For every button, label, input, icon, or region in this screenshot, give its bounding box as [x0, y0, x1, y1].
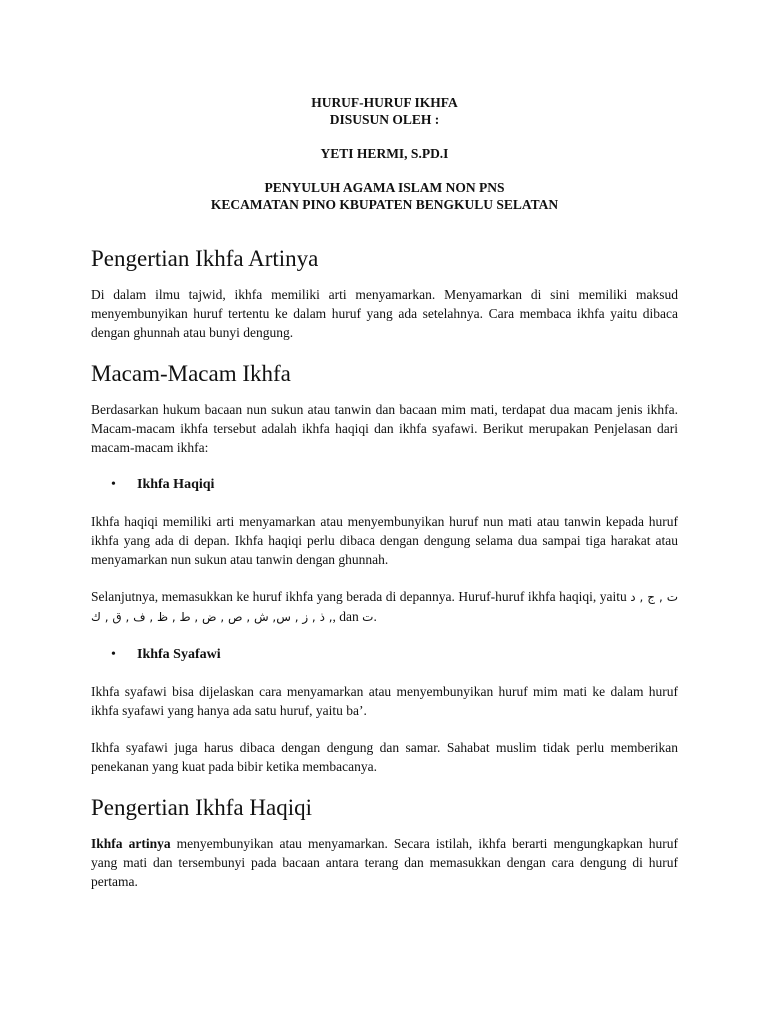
list-item-ikhfa-haqiqi: [91, 475, 678, 494]
haqiqi-letters-prefix: yaitu: [599, 589, 627, 604]
section-heading-pengertian-ikhfa-artinya: Pengertian Ikhfa Artinya: [91, 246, 319, 271]
paragraph-syafawi-reading: Ikhfa syafawi juga harus dibaca dengan dengung dan samar. Sahabat muslim tidak perlu memberikan penekanan yang kuat pada bibir ketika membacanya.: [91, 740, 678, 774]
section-heading-pengertian-ikhfa-haqiqi: Pengertian Ikhfa Haqiqi: [91, 795, 312, 820]
bullet-label: Ikhfa Syafawi: [137, 647, 221, 662]
paragraph-pengertian-ikhfa: Di dalam ilmu tajwid, ikhfa memiliki arti menyamarkan. Menyamarkan di sini memiliki maksud menyembunyikan huruf tertentu ke dalam huruf yang ada setelahnya. Cara membaca ikhfa yaitu dibaca dengan ghunnah atau bunyi dengung.: [91, 287, 678, 340]
bullet-label: Ikhfa Haqiqi: [137, 477, 215, 492]
paragraph-syafawi-definition: Ikhfa syafawi bisa dijelaskan cara menyamarkan atau menyembunyikan huruf mim mati ke dalam huruf ikhfa syafawi yang hanya ada satu huruf, yaitu ba’.: [91, 684, 678, 718]
paragraph-haqiqi-letters: Selanjutnya, memasukkan ke huruf ikhfa yang berada di depannya. Huruf-huruf ikhfa haqiqi, yaitu ت , ج , د , ذ , ز , س, ش , ص , ض , ط , ظ , ف , ق , ك, dan ت.: [91, 589, 678, 624]
title-block: [91, 94, 678, 213]
haqiqi-letters-end: .: [373, 609, 377, 624]
haqiqi-letters-and: dan: [339, 609, 359, 624]
arabic-letters: ت , ج , د , ذ , ز , س, ش , ص , ض , ط , ظ , ف , ق , ك: [91, 590, 678, 624]
document-title: HURUF-HURUF IKHFA: [311, 95, 458, 110]
paragraph-rest: menyembunyikan atau menyamarkan. Secara istilah, ikhfa berarti mengungkapkan huruf yang mati dan tersembunyi pada bacaan antara terang dan memasukkan dengan cara dengung di huruf pertama.: [91, 836, 678, 889]
author-role: PENYULUH AGAMA ISLAM NON PNS: [264, 180, 505, 195]
compiled-by-label: DISUSUN OLEH :: [329, 112, 440, 127]
document-page: [91, 94, 678, 891]
haqiqi-letters-intro: Selanjutnya, memasukkan ke huruf ikhfa yang berada di depannya. Huruf-huruf ikhfa haqiqi,: [91, 589, 597, 604]
section-heading-macam-macam-ikhfa: Macam-Macam Ikhfa: [91, 361, 291, 386]
author-location: KECAMATAN PINO KBUPATEN BENGKULU SELATAN: [210, 197, 559, 212]
author-name: YETI HERMI, S.PD.I: [320, 146, 449, 161]
bold-term: Ikhfa artinya: [91, 836, 171, 851]
arabic-last-letter: ت: [362, 610, 374, 624]
paragraph-macam-ikhfa: Berdasarkan hukum bacaan nun sukun atau tanwin dan bacaan mim mati, terdapat dua macam jenis ikhfa. Macam-macam ikhfa tersebut adalah ikhfa haqiqi dan ikhfa syafawi. Berikut merupakan Penjelasan dari macam-macam ikhfa:: [91, 402, 678, 455]
list-item-ikhfa-syafawi: [91, 645, 678, 664]
paragraph-haqiqi-definition: Ikhfa haqiqi memiliki arti menyamarkan atau menyembunyikan huruf nun mati atau tanwin kepada huruf ikhfa yang ada di depan. Ikhfa haqiqi perlu dibaca dengan dengung selama dua sampai tiga harakat atau menyamarkan nun sukun atau tanwin dengan ghunnah.: [91, 514, 678, 567]
paragraph-ikhfa-artinya: [91, 834, 678, 891]
bullet-icon: •: [111, 647, 116, 662]
bullet-icon: •: [111, 477, 116, 492]
